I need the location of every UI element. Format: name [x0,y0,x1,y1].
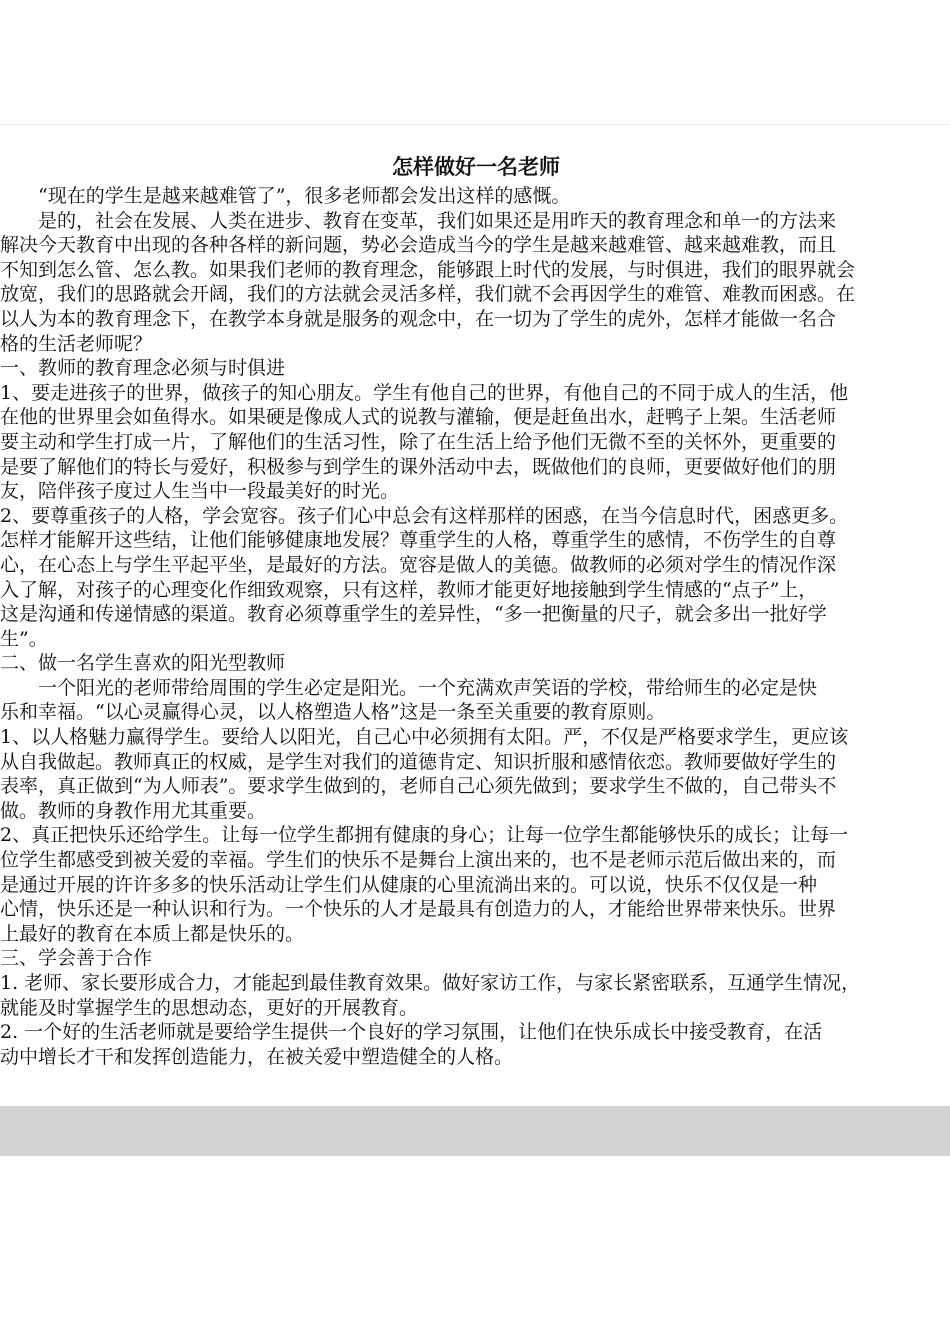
document-body [0,150,950,1069]
text-line: 解决今天教育中出现的各种各样的新问题，势必会造成当今的学生是越来越难管、越来越难教，而且 [0,234,837,257]
paragraph-3-1 [0,971,950,1020]
text-line: 从自我做起。教师真正的权威，是学生对我们的道德肯定、知识折服和感情依恋。教师要做好学生的 [0,750,837,773]
paragraph-2-2 [0,823,950,946]
text-line: 生”。 [0,627,48,650]
paragraph-1-2 [0,504,950,652]
paragraph-opening [0,209,950,357]
text-line: 要主动和学生打成一片，了解他们的生活习性，除了在生活上给予他们无微不至的关怀外，更重要的 [0,430,837,453]
section-heading-1 [0,356,950,381]
text-line: 1、以人格魅力赢得学生。要给人以阳光，自己心中必须拥有太阳。严，不仅是严格要求学生，更应该 [0,726,849,749]
text-line: “现在的学生是越来越难管了”，很多老师都会发出这样的感慨。 [38,185,571,207]
paragraph-2-1 [0,725,950,823]
page-top-border [0,124,950,125]
text-line: 心情，快乐还是一种认识和行为。一个快乐的人才是最具有创造力的人，才能给世界带来快乐。世界 [0,898,837,921]
text-line: 友，陪伴孩子度过人生当中一段最美好的时光。 [0,480,400,503]
paragraph-2-intro [0,676,950,725]
text-line: 做。教师的身教作用尤其重要。 [0,799,267,822]
text-line: 动中增长才干和发挥创造能力，在被关爱中塑造健全的人格。 [0,1045,514,1068]
paragraph-3-2 [0,1020,950,1069]
section-heading-2 [0,651,950,676]
section-heading-3 [0,946,950,971]
text-line: 以人为本的教育理念下，在教学本身就是服务的观念中，在一切为了学生的虎外，怎样才能做一名合 [0,307,837,330]
text-line: 怎样才能解开这些结，让他们能够健康地发展？尊重学生的人格，尊重学生的感情，不伤学生的自尊 [0,529,837,552]
text-line: 表率，真正做到“为人师表”。要求学生做到的，老师自己心须先做到；要求学生不做的，自己带头不 [0,775,837,798]
text-line: 是的，社会在发展、人类在进步、教育在变革，我们如果还是用昨天的教育理念和单一的方法来 [38,209,837,232]
heading-line: 三、学会善于合作 [0,947,153,970]
text-line: 一个阳光的老师带给周围的学生必定是阳光。一个充满欢声笑语的学校，带给师生的必定是快 [38,676,818,699]
text-line: 乐和幸福。“以心灵赢得心灵，以人格塑造人格”这是一条至关重要的教育原则。 [0,701,666,724]
text-line: 1. 老师、家长要形成合力，才能起到最佳教育效果。做好家访工作，与家长紧密联系，互通学生情况， [0,972,861,994]
text-line: 是通过开展的许许多多的快乐活动让学生们从健康的心里流淌出来的。可以说，快乐不仅仅是一种 [0,873,818,896]
text-line: 心，在心态上与学生平起平坐，是最好的方法。宽容是做人的美德。做教师的必须对学生的情况作深 [0,553,837,576]
heading-line: 一、教师的教育理念必须与时俱进 [0,357,286,380]
text-line: 格的生活老师呢？ [0,332,153,355]
text-line: 2、真正把快乐还给学生。让每一位学生都拥有健康的身心；让每一位学生都能够快乐的成长；让每一 [0,824,849,847]
text-line: 不知到怎么管、怎么教。如果我们老师的教育理念，能够跟上时代的发展，与时俱进，我们的眼界就会 [0,258,856,281]
text-line: 在他的世界里会如鱼得水。如果硬是像成人式的说教与灌输，便是赶鱼出水，赶鸭子上架。生活老师 [0,406,837,429]
paragraph-1-1 [0,381,950,504]
text-line: 1、要走进孩子的世界，做孩子的知心朋友。学生有他自己的世界，有他自己的不同于成人的生活，他 [0,381,849,404]
text-line: 2、要尊重孩子的人格，学会宽容。孩子们心中总会有这样那样的困惑，在当今信息时代，困惑更多。 [0,504,849,527]
text-line: 就能及时掌握学生的思想动态，更好的开展教育。 [0,996,419,1019]
text-line: 这是沟通和传递情感的渠道。教育必须尊重学生的差异性，“多一把衡量的尺子，就会多出一批好学 [0,603,827,626]
text-line: 是要了解他们的特长与爱好，积极参与到学生的课外活动中去，既做他们的良师，更要做好他们的朋 [0,455,837,478]
text-line: 位学生都感受到被关爱的幸福。学生们的快乐不是舞台上演出来的，也不是老师示范后做出来的，而 [0,849,837,872]
page-bottom-band [0,1106,950,1156]
document-title: 怎样做好一名老师 [392,154,560,179]
text-line: 放宽，我们的思路就会开阔，我们的方法就会灵活多样，我们就不会再因学生的难管、难教而困惑。在 [0,283,856,306]
text-line: 入了解，对孩子的心理变化作细致观察，只有这样，教师才能更好地接触到学生情感的“点子”上， [0,578,818,601]
text-line: 上最好的教育在本质上都是快乐的。 [0,922,305,945]
paragraph-intro [0,184,950,209]
text-line: 2. 一个好的生活老师就是要给学生提供一个良好的学习氛围，让他们在快乐成长中接受教育，在活 [0,1021,823,1044]
heading-line: 二、做一名学生喜欢的阳光型教师 [0,652,286,675]
